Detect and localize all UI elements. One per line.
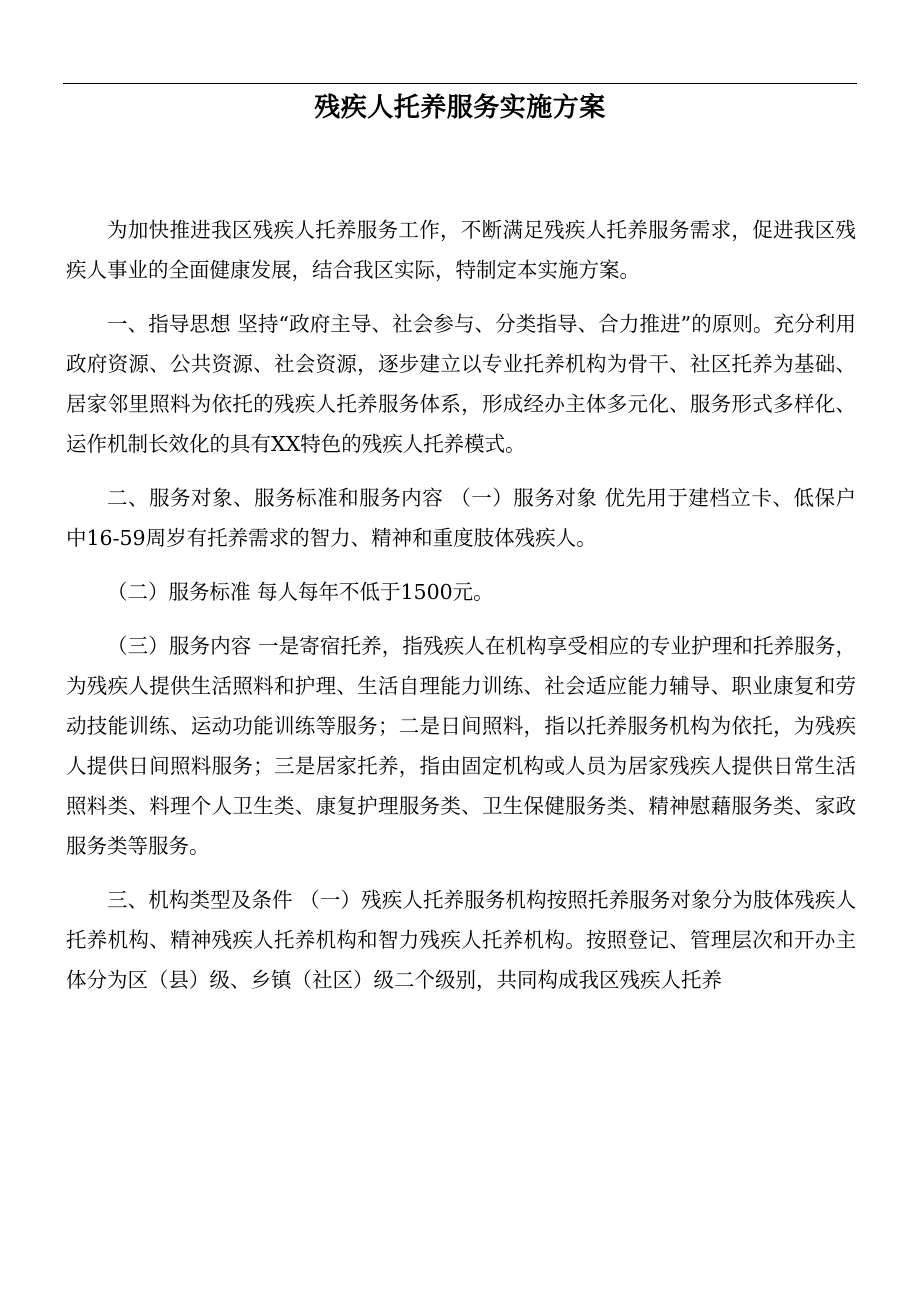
paragraph-intro: 为加快推进我区残疾人托养服务工作，不断满足残疾人托养服务需求，促进我区残疾人事业的全面健康发展，结合我区实际，特制定本实施方案。 bbox=[66, 218, 856, 282]
paragraph-service-targets: 二、服务对象、服务标准和服务内容 （一）服务对象 优先用于建档立卡、低保户中16-59周岁有托养需求的智力、精神和重度肢体残疾人。 bbox=[66, 486, 856, 550]
paragraph-guiding-ideology: 一、指导思想 坚持“政府主导、社会参与、分类指导、合力推进”的原则。充分利用政府资源、公共资源、社会资源，逐步建立以专业托养机构为骨干、社区托养为基础、居家邻里照料为依托的残疾人托养服务体系，形成经办主体多元化、服务形式多样化、运作机制长效化的具有XX特色的残疾人托养模式。 bbox=[66, 312, 856, 456]
paragraph-service-standard: （二）服务标准 每人每年不低于1500元。 bbox=[107, 580, 494, 604]
document-body bbox=[66, 210, 856, 1014]
header-rule bbox=[63, 83, 857, 84]
document-title: 残疾人托养服务实施方案 bbox=[314, 93, 606, 123]
paragraph-institution-types: 三、机构类型及条件 （一）残疾人托养服务机构按照托养服务对象分为肢体残疾人托养机构、精神残疾人托养机构和智力残疾人托养机构。按照登记、管理层次和开办主体分为区（县）级、乡镇（社区）级二个级别，共同构成我区残疾人托养 bbox=[66, 888, 856, 992]
paragraph-service-content: （三）服务内容 一是寄宿托养，指残疾人在机构享受相应的专业护理和托养服务，为残疾人提供生活照料和护理、生活自理能力训练、社会适应能力辅导、职业康复和劳动技能训练、运动功能训练等服务；二是日间照料，指以托养服务机构为依托，为残疾人提供日间照料服务；三是居家托养，指由固定机构或人员为居家残疾人提供日常生活照料类、料理个人卫生类、康复护理服务类、卫生保健服务类、精神慰藉服务类、家政服务类等服务。 bbox=[66, 634, 856, 858]
